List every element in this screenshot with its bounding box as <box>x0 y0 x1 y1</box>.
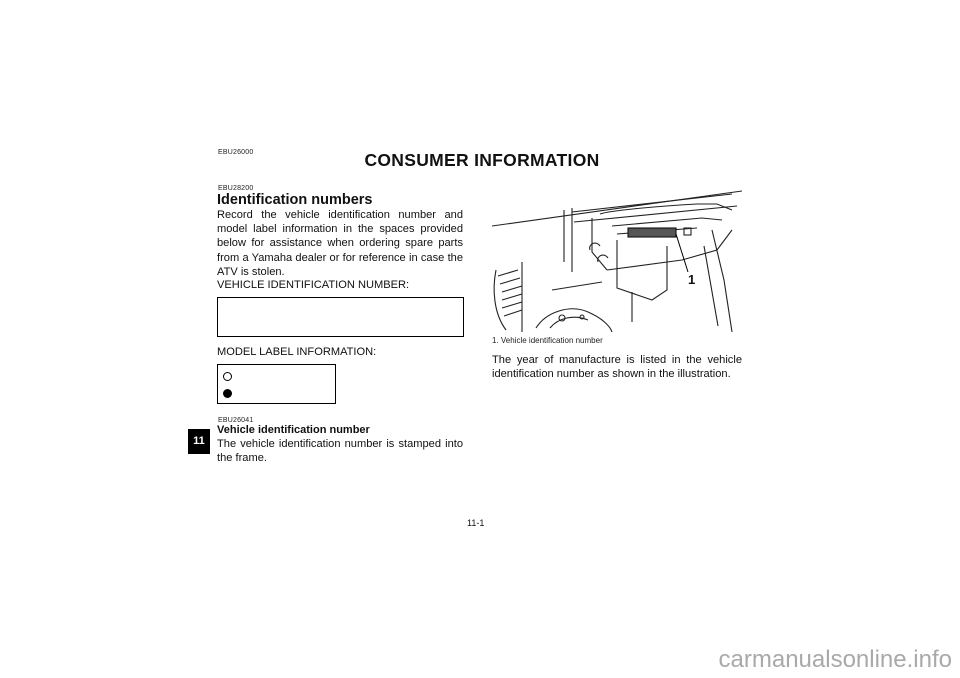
watermark: carmanualsonline.info <box>718 646 952 673</box>
callout-number: 1 <box>688 272 696 287</box>
vin-entry-box[interactable] <box>217 297 464 337</box>
page-number: 11-1 <box>467 518 485 528</box>
section-code: EBU26000 <box>218 149 254 156</box>
frame-illustration <box>492 190 742 332</box>
identification-code: EBU28200 <box>218 185 254 192</box>
figure-caption: 1. Vehicle identification number <box>492 336 603 345</box>
vin-section-paragraph: The vehicle identification number is stamped into the frame. <box>217 438 463 465</box>
figure-paragraph: The year of manufacture is listed in the vehicle identification number as shown in the illustration. <box>492 354 742 381</box>
model-label: MODEL LABEL INFORMATION: <box>217 346 377 358</box>
atv-frame-drawing <box>492 190 742 332</box>
vin-section-heading: Vehicle identification number <box>217 424 370 436</box>
vin-section-code: EBU26041 <box>218 417 254 424</box>
identification-paragraph: Record the vehicle identification number and model label information in the spaces provided below for assistance when ordering spare parts from a Yamaha dealer or for reference in case the ATV is stolen. <box>217 209 463 278</box>
model-label-entry-box[interactable] <box>217 364 336 404</box>
vin-label: VEHICLE IDENTIFICATION NUMBER: <box>217 279 410 291</box>
page-title: CONSUMER INFORMATION <box>364 150 600 170</box>
identification-heading: Identification numbers <box>217 192 373 208</box>
filled-circle-icon <box>223 389 232 398</box>
hollow-circle-icon <box>223 372 232 381</box>
chapter-tab: 11 <box>188 429 210 454</box>
